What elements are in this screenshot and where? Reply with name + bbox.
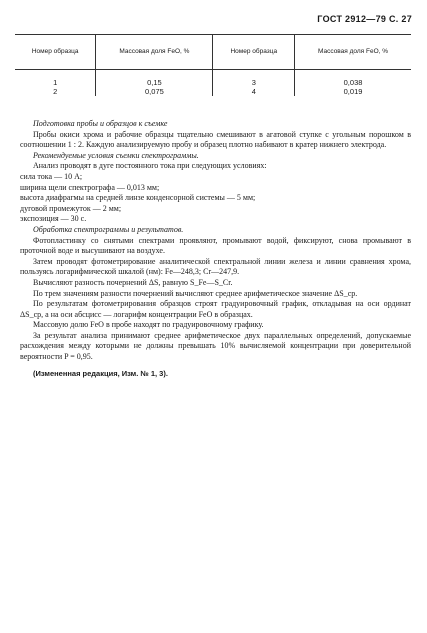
amendment-note: (Измененная редакция, Изм. № 1, 3). — [33, 368, 168, 378]
paragraph: По результатам фотометрирования образцов строят градуировочный график, откладывая на оси ординат ΔS_ср, а на оси абсцисс — логарифм концентрации FeO в образцах. — [20, 299, 411, 319]
paragraph: Пробы окиси хрома и рабочие образцы тщательно смешивают в агатовой ступке с угольным порошком в соотношении 1 : 2. Каждую анализируемую пробу и образец плотно набивают в кратер нижнего электрода. — [20, 129, 411, 150]
condition-line: ширина щели спектрографа — 0,013 мм; — [20, 182, 160, 192]
table-header: Номер образца — [213, 35, 295, 70]
document-body — [20, 119, 411, 379]
paragraph: За результат анализа принимают среднее арифметическое двух параллельных определений, допускаемые расхождения между которыми не должны превышать 10% вычисляемой концентрации при доверительной вероятности P = 0,95. — [20, 330, 411, 362]
condition-line: дуговой промежуток — 2 мм; — [20, 203, 122, 213]
condition-line: экспозиция — 30 с. — [20, 214, 87, 224]
table-header: Массовая доля FeO, % — [96, 35, 213, 70]
condition-line: высота диафрагмы на средней линзе конденсорной системы — 5 мм; — [20, 193, 256, 203]
table-cell: 4 — [213, 87, 295, 96]
samples-table — [15, 34, 411, 96]
page-header: ГОСТ 2912—79 С. 27 — [317, 14, 412, 24]
table-cell: 2 — [53, 87, 58, 96]
paragraph: Массовую долю FeO в пробе находят по градуировочному графику. — [33, 320, 264, 330]
table-cell: 0,15 — [96, 70, 213, 88]
table-row — [15, 70, 411, 88]
table-cell: 0,038 — [295, 70, 411, 88]
condition-line: сила тока — 10 А; — [20, 171, 83, 181]
paragraph: Вычисляют разность почернений ΔS, равную S_Fe—S_Cr. — [33, 277, 233, 287]
table-cell: 1 — [53, 78, 58, 87]
section-heading: Подготовка пробы и образцов к съемке — [33, 119, 168, 128]
paragraph: Затем проводят фотометрирование аналитической спектральной линии железа и линии сравнения хрома, пользуясь логарифмической шкалой (нм): Fe—248,3; Cr—247,9. — [20, 256, 411, 277]
table-header-row — [15, 35, 411, 70]
table-cell: 3 — [213, 70, 295, 88]
paragraph: По трем значениям разности почернений вычисляют среднее арифметическое значение ΔS_ср. — [33, 288, 358, 298]
section-heading: Обработка спектрограммы и результатов. — [33, 224, 184, 234]
paragraph: Фотопластинку со снятыми спектрами проявляют, промывают водой, фиксируют, снова промывают в проточной воде и высушивают на воздухе. — [20, 235, 411, 256]
section-heading: Рекомендуемые условия съемки спектрограммы. — [33, 150, 199, 160]
table-cell: 0,019 — [295, 87, 411, 96]
table-cell: 0,075 — [96, 87, 213, 96]
table-row — [15, 87, 411, 96]
table-header: Номер образца — [15, 35, 96, 70]
paragraph: Анализ проводят в дуге постоянного тока при следующих условиях: — [33, 161, 267, 171]
table-header: Массовая доля FeO, % — [295, 35, 411, 70]
